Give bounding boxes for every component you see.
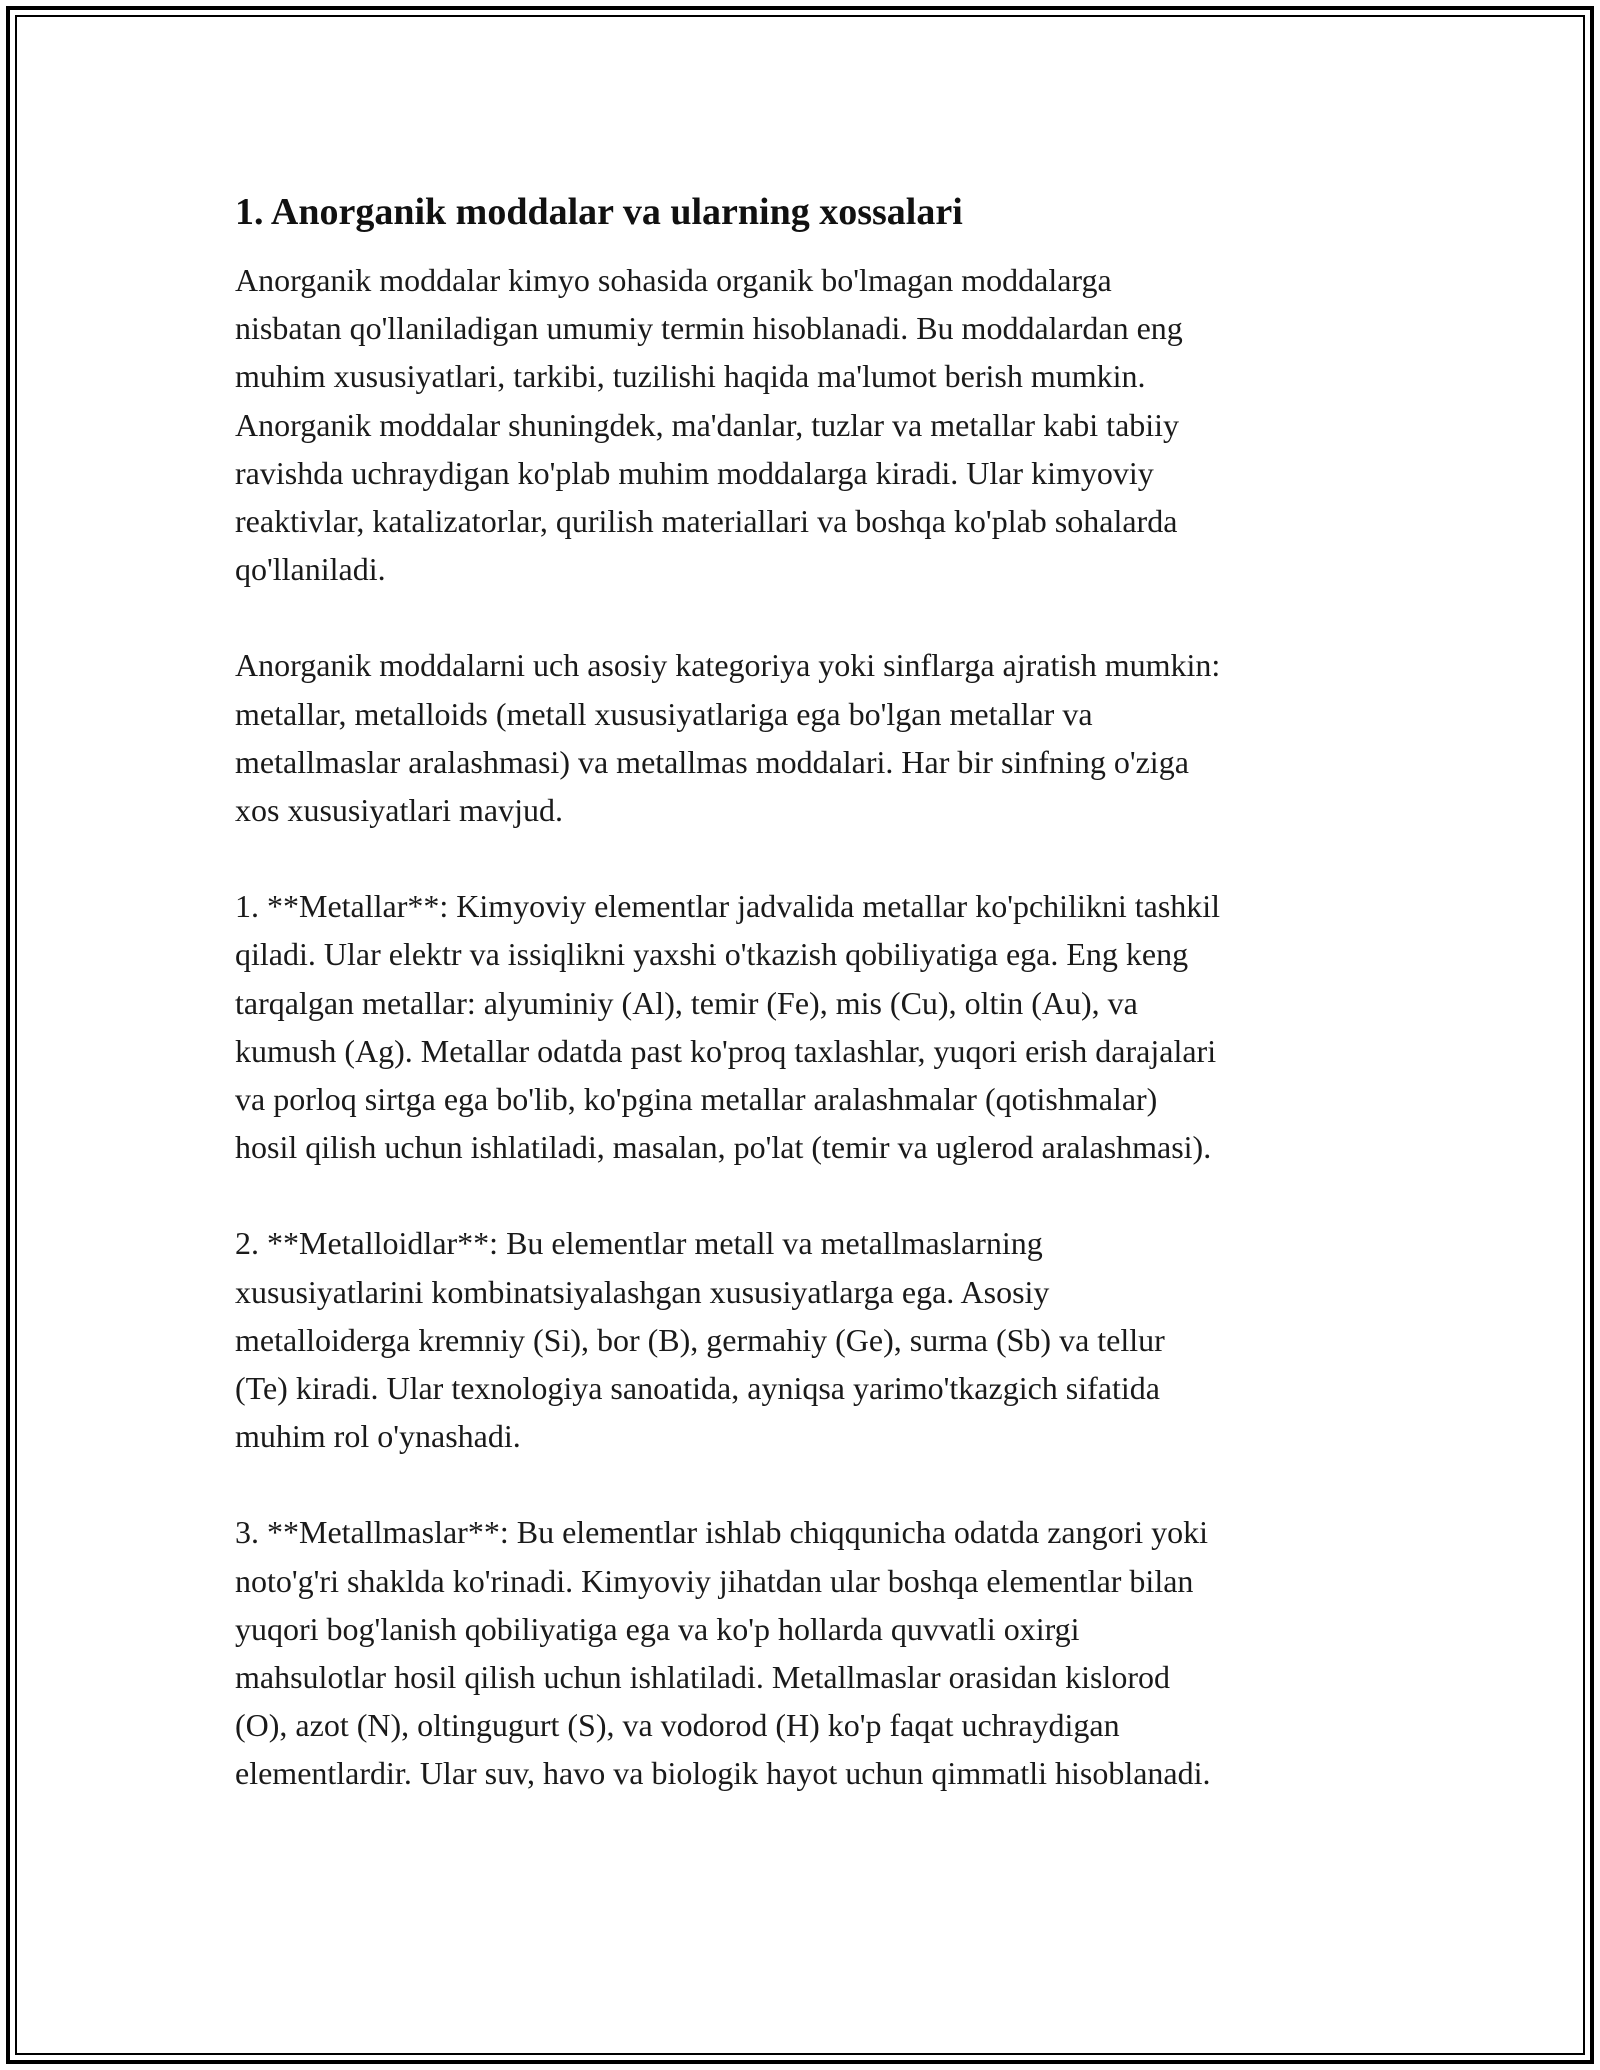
intro-paragraph: Anorganik moddalar kimyo sohasida organik bo'lmagan moddalarga nisbatan qo'llaniladigan umumiy termin hisoblanadi. Bu moddalardan eng muhim xususiyatlari, tarkibi, tuzilishi haqida ma'lumot berish mumkin. Anorganik moddalar shuningdek, ma'danlar, tuzlar va metallar kabi tabiiy ravishda uchraydigan ko'plab muhim moddalarga kiradi. Ular kimyoviy reaktivlar, katalizatorlar, qurilish materiallari va boshqa ko'plab sohalarda qo'llaniladi. bbox=[235, 262, 1183, 588]
metals-paragraph: 1. **Metallar**: Kimyoviy elementlar jadvalida metallar ko'pchilikni tashkil qiladi. Ular elektr va issiqlikni yaxshi o'tkazish qobiliyatiga ega. Eng keng tarqalgan metallar: alyuminiy (Al), temir (Fe), mis (Cu), oltin (Au), va kumush (Ag). Metallar odatda past ko'proq taxlashlar, yuqori erish darajalari va porloq sirtga ega bo'lib, ko'pgina metallar aralashmalar (qotishmalar) hosil qilish uchun ishlatiladi, masalan, po'lat (temir va uglerod aralashmasi). bbox=[235, 888, 1221, 1166]
categories-paragraph: Anorganik moddalarni uch asosiy kategoriya yoki sinflarga ajratish mumkin: metallar, metalloids (metall xususiyatlariga ega bo'lgan metallar va metallmaslar aralashmasi) va metallmas moddalari. Har bir sinfning o'ziga xos xususiyatlari mavjud. bbox=[235, 647, 1221, 829]
document-body bbox=[235, 186, 1385, 1798]
metalloids-paragraph: 2. **Metalloidlar**: Bu elementlar metall va metallmaslarning xususiyatlarini kombinatsiyalashgan xususiyatlarga ega. Asosiy metalloiderga kremniy (Si), bor (B), germahiy (Ge), surma (Sb) va tellur (Te) kiradi. Ular texnologiya sanoatida, ayniqsa yarimo'tkazgich sifatida muhim rol o'ynashadi. bbox=[235, 1225, 1165, 1455]
section-heading: 1. Anorganik moddalar va ularning xossalari bbox=[235, 191, 963, 233]
nonmetals-paragraph: 3. **Metallmaslar**: Bu elementlar ishlab chiqqunicha odatda zangori yoki noto'g'ri shaklda ko'rinadi. Kimyoviy jihatdan ular boshqa elementlar bilan yuqori bog'lanish qobiliyatiga ega va ko'p hollarda quvvatli oxirgi mahsulotlar hosil qilish uchun ishlatiladi. Metallmaslar orasidan kislorod (O), azot (N), oltingugurt (S), va vodorod (H) ko'p faqat uchraydigan elementlardir. Ular suv, havo va biologik hayot uchun qimmatli hisoblanadi. bbox=[235, 1514, 1211, 1792]
